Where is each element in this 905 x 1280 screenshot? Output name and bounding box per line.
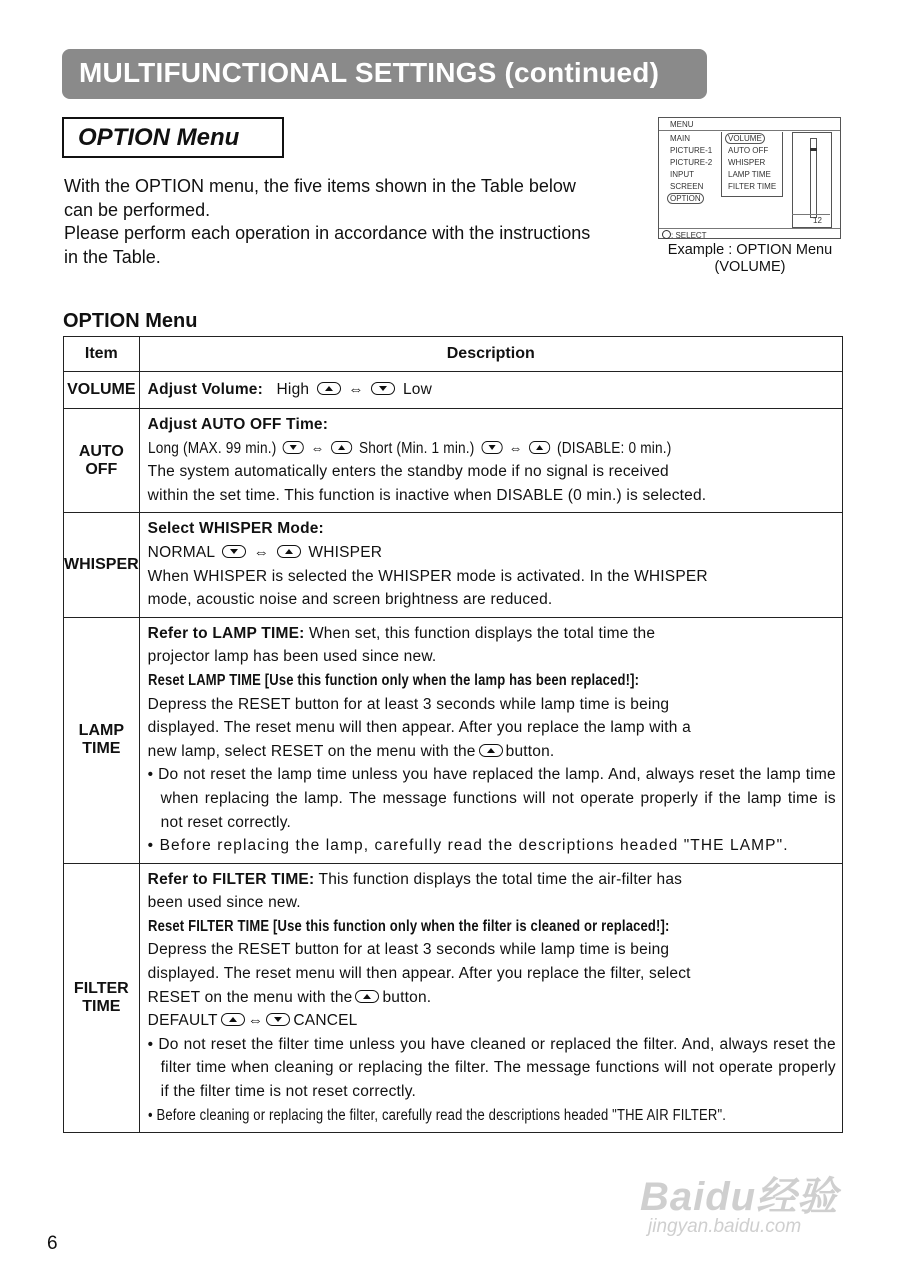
- arrow: ⇔: [348, 380, 364, 398]
- intro-line: can be performed.: [64, 199, 211, 220]
- filter-reset-line: [148, 986, 836, 1010]
- up-button-icon: [277, 545, 301, 558]
- intro-line: in the Table.: [64, 246, 161, 267]
- item-filter-time: FILTER TIME: [64, 863, 140, 1133]
- filter-bullet: • Do not reset the filter time unless you have cleaned or replaced the filter. And, always reset the filter time when cleaning or replacing the filter. The message functions will not operate properly if the filter time is not reset correctly.: [147, 1035, 836, 1101]
- up-button-icon: [529, 441, 550, 454]
- down-button-icon: [371, 382, 395, 395]
- arrow: ⇔: [247, 1012, 264, 1030]
- option-menu-heading-box: [62, 117, 284, 158]
- whisper-title: Select WHISPER Mode:: [147, 520, 324, 538]
- example-submenu-item: FILTER TIME: [728, 182, 777, 191]
- volume-high: High: [276, 380, 310, 398]
- example-submenu-item: AUTO OFF: [728, 146, 769, 155]
- example-menu-item: SCREEN: [670, 182, 704, 191]
- item-lamp-time: LAMP TIME: [64, 617, 140, 863]
- filter-title: Refer to FILTER TIME:: [147, 870, 315, 888]
- arrow: ⇔: [508, 439, 523, 457]
- up-button-icon: [221, 1013, 245, 1026]
- auto-off-title: Adjust AUTO OFF Time:: [147, 416, 329, 433]
- filter-default: DEFAULT: [147, 1012, 218, 1030]
- desc-text: new lamp, select RESET on the menu with the: [147, 742, 476, 760]
- divider: [659, 130, 840, 131]
- up-button-icon: [355, 990, 379, 1003]
- example-caption-line: Example : OPTION Menu: [667, 242, 833, 258]
- down-button-icon: [222, 545, 246, 558]
- example-caption: [650, 242, 850, 276]
- desc-text: Depress the RESET button for at least 3 seconds while lamp time is being: [147, 941, 670, 959]
- whisper-whisper: WHISPER: [308, 543, 383, 561]
- table-header-row: [64, 337, 843, 372]
- example-submenu-item: WHISPER: [728, 158, 766, 167]
- down-button-icon: [283, 441, 304, 454]
- filter-default-row: [148, 1009, 836, 1033]
- select-footer: [662, 230, 707, 240]
- divider: [792, 214, 830, 215]
- desc-text: displayed. The reset menu will then appear. After you replace the lamp with a: [147, 719, 691, 737]
- desc-filter-time: [139, 863, 842, 1133]
- up-button-icon: [479, 744, 503, 757]
- desc-whisper: [139, 513, 842, 617]
- example-menu-item: MAIN: [670, 134, 690, 143]
- lamp-intro: [148, 622, 836, 646]
- divider: [659, 228, 840, 229]
- up-button-icon: [331, 441, 352, 454]
- volume-low: Low: [402, 380, 433, 398]
- item-whisper: WHISPER: [64, 513, 140, 617]
- desc-text: projector lamp has been used since new.: [147, 648, 437, 666]
- example-caption-line: (VOLUME): [714, 259, 786, 275]
- example-menu-item: INPUT: [670, 170, 694, 179]
- example-menu-item-selected: OPTION: [667, 193, 704, 204]
- desc-text: been used since new.: [147, 894, 301, 912]
- desc-text: This function displays the total time the air-filter has: [314, 870, 683, 888]
- table-row-lamp-time: [64, 617, 843, 863]
- volume-bar-marker: [810, 148, 817, 151]
- auto-off-long: Long (MAX. 99 min.): [147, 439, 277, 457]
- joystick-icon: [662, 230, 671, 239]
- auto-off-short: Short (Min. 1 min.): [358, 439, 475, 457]
- down-button-icon: [266, 1013, 290, 1026]
- page-number: 6: [47, 1233, 58, 1254]
- desc-auto-off: [139, 409, 842, 513]
- volume-value: 12: [813, 216, 822, 225]
- lamp-reset-line: [148, 740, 836, 764]
- filter-bullet: • Before cleaning or replacing the filter, carefully read the descriptions headed "THE AIR FILTER".: [147, 1106, 726, 1124]
- page-title: MULTIFUNCTIONAL SETTINGS (continued): [79, 57, 660, 88]
- watermark-logo: Baidu经验: [640, 1175, 839, 1219]
- option-table: [63, 336, 843, 1133]
- desc-text: When set, this function displays the total time the: [304, 624, 656, 642]
- table-row-volume: [64, 372, 843, 409]
- volume-title: Adjust Volume:: [147, 380, 263, 398]
- down-button-icon: [481, 441, 502, 454]
- desc-text: within the set time. This function is inactive when DISABLE (0 min.) is selected.: [147, 486, 707, 504]
- desc-text: button.: [382, 988, 432, 1006]
- table-row-filter-time: [64, 863, 843, 1133]
- item-auto-off: AUTO OFF: [64, 409, 140, 513]
- table-row-whisper: [64, 513, 843, 617]
- desc-text: When WHISPER is selected the WHISPER mode is activated. In the WHISPER: [147, 567, 708, 585]
- whisper-mode-row: [148, 541, 836, 565]
- desc-text: RESET on the menu with the: [147, 988, 353, 1006]
- desc-lamp-time: [139, 617, 842, 863]
- watermark-url: jingyan.baidu.com: [648, 1216, 802, 1237]
- desc-text: The system automatically enters the standby mode if no signal is received: [147, 463, 669, 481]
- arrow: ⇔: [253, 543, 270, 561]
- arrow: ⇔: [310, 439, 325, 457]
- example-menu-item: PICTURE-1: [670, 146, 713, 155]
- desc-text: mode, acoustic noise and screen brightness are reduced.: [147, 591, 553, 609]
- intro-line: Please perform each operation in accordance with the instructions: [64, 223, 591, 243]
- header-description: Description: [139, 337, 842, 372]
- table-title: OPTION Menu: [63, 310, 198, 332]
- desc-text: button.: [505, 742, 555, 760]
- select-footer-label: : SELECT: [671, 231, 707, 240]
- example-menu-title: MENU: [670, 120, 694, 129]
- auto-off-disable: (DISABLE: 0 min.): [556, 439, 672, 457]
- table-row-auto-off: [64, 409, 843, 513]
- option-menu-heading: OPTION Menu: [78, 124, 240, 151]
- lamp-bullet: • Before replacing the lamp, carefully read the descriptions headed "THE LAMP".: [147, 837, 789, 855]
- lamp-title: Refer to LAMP TIME:: [147, 624, 305, 642]
- lamp-bullet: • Do not reset the lamp time unless you have replaced the lamp. And, always reset the lamp time when replacing the lamp. The message functions will not operate properly if the lamp time is not reset correctly.: [147, 766, 836, 831]
- intro-line: With the OPTION menu, the five items shown in the Table below: [64, 176, 576, 196]
- baidu-watermark: [640, 1150, 855, 1250]
- header-item: Item: [64, 337, 140, 372]
- desc-text: displayed. The reset menu will then appear. After you replace the filter, select: [147, 965, 691, 983]
- filter-cancel: CANCEL: [293, 1012, 358, 1030]
- lamp-reset-title: Reset LAMP TIME [Use this function only when the lamp has been replaced!]:: [147, 671, 639, 689]
- auto-off-range: [148, 437, 671, 461]
- example-menu-item: PICTURE-2: [670, 158, 713, 167]
- item-volume: VOLUME: [64, 372, 140, 409]
- page-title-banner: [62, 49, 707, 99]
- desc-volume: [139, 372, 842, 409]
- filter-reset-title: Reset FILTER TIME [Use this function only when the filter is cleaned or replaced!]:: [147, 917, 670, 935]
- intro-paragraph: [64, 175, 644, 269]
- filter-intro: [148, 868, 836, 892]
- desc-text: Depress the RESET button for at least 3 seconds while lamp time is being: [147, 695, 670, 713]
- example-submenu-item-selected: VOLUME: [725, 133, 765, 144]
- example-submenu-item: LAMP TIME: [728, 170, 771, 179]
- whisper-normal: NORMAL: [147, 543, 215, 561]
- example-option-menu: [658, 117, 841, 239]
- up-button-icon: [317, 382, 341, 395]
